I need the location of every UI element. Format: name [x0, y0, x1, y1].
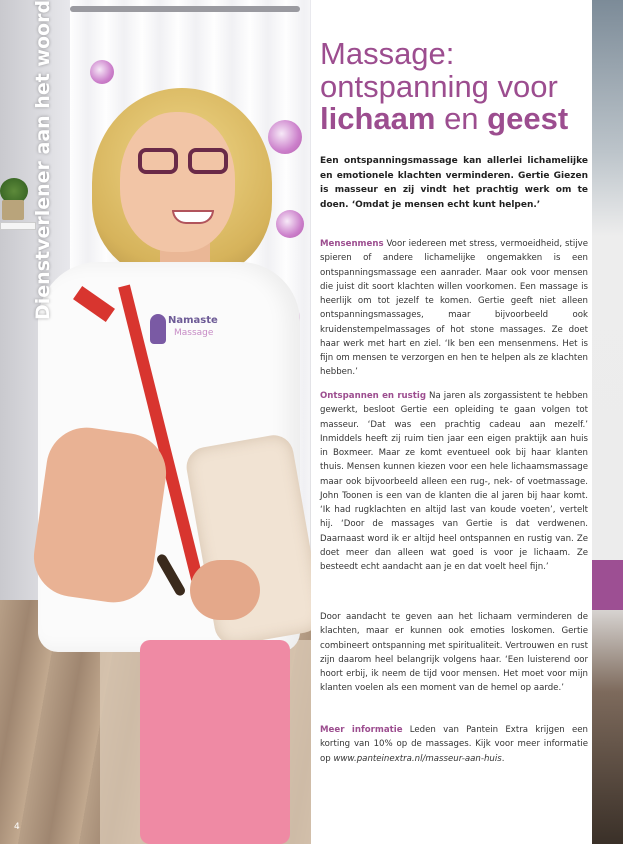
paragraph-aandacht — [320, 610, 588, 696]
paragraph-text: Leden van Pantein Extra krijgen een korting van 10% op de massages. Kijk voor meer informatie op — [320, 725, 588, 764]
article-lead: Een ontspanningsmassage kan allerlei lichamelijke en emotionele klachten verminderen. Gertie Giezen is masseur en zij vindt het prachtig werk om te doen. ‘Omdat je mensen echt kunt helpen.’ — [320, 156, 588, 210]
orchid-flower — [90, 60, 114, 84]
paragraph-heading: Ontspannen en rustig — [320, 391, 427, 401]
curtain-rod — [70, 6, 300, 12]
paragraph-ontspannen — [320, 389, 588, 574]
paragraph-heading: Meer informatie — [320, 725, 403, 735]
title-line-2: ontspanning voor — [320, 68, 558, 104]
title-line-1: Massage: — [320, 36, 455, 71]
massage-table — [592, 560, 623, 610]
shelf — [0, 222, 36, 230]
section-label: Dienstverlener aan het woord — [32, 0, 54, 320]
orchid-flower — [276, 210, 304, 238]
title-word-geest: geest — [487, 101, 569, 137]
logo-text: Namaste — [168, 315, 218, 326]
person-face — [120, 112, 235, 252]
paragraph-mensenmens — [320, 237, 588, 380]
title-word-lichaam: lichaam — [320, 101, 436, 137]
background-strip — [592, 0, 623, 844]
paragraph-heading: Mensenmens — [320, 239, 384, 249]
paragraph-text: Na jaren als zorgassistent te hebben gewerkt, besloot Gertie een opleiding te gaan volgen tot masseur. ‘Dat was een prachtig cadeau aan mezelf.’ Inmiddels heeft zij ruim tien jaar een eigen praktijk aan huis in Boxmeer. Maar ze komt eventueel ook bij haar klanten thuis. Mensen kunnen kiezen voor een hele lichaamsmassage maar ook bijvoorbeeld alleen een rug-, nek- of voetmassage. John Toonen is een van de klanten die al jaren bij haar komt. ‘Ik had rugklachten en altijd last van koude voeten’, vertelt hij. ‘Door de massages van Gertie is dat verdwenen. Daarnaast word ik er altijd heel ontspannen en rustig van. Ze doet meer dan alleen wat goed is voor je lichaam. Ze besteedt echt aandacht aan je en dat voelt heel fijn.’ — [320, 391, 589, 573]
paragraph-text: Voor iedereen met stress, vermoeidheid, stijve spieren of andere lichamelijke ongemakken is een ontspanningsmassage een aanrader. Maar ook voor mensen die juist dit soort klachten willen voorkomen. Een massage is heerlijk om tot jezelf te komen. Gertie geeft niet alleen ontspanningsmassages, maar bijvoorbeeld ook kruidenstempelmassages of hot stone massages. Ze doet haar werk met hart en ziel. ‘Ik ben een mensenmens. Het is fijn om mensen te verzorgen en hen te helpen als ze klachten hebben.’ — [320, 239, 588, 378]
paragraph-meer-informatie — [320, 723, 588, 766]
glasses — [138, 148, 234, 178]
person-hand — [190, 560, 260, 620]
namaste-logo — [150, 314, 220, 346]
plant — [0, 174, 28, 222]
info-link[interactable]: www.panteinextra.nl/masseur-aan-huis — [333, 753, 502, 764]
title-line-3 — [320, 103, 590, 136]
title-word-en: en — [435, 101, 488, 137]
logo-mark-icon — [150, 314, 166, 344]
page-number: 4 — [14, 822, 20, 832]
orchid-flower — [268, 120, 302, 154]
logo-subtext: Massage — [174, 328, 214, 338]
pink-pants — [140, 640, 290, 844]
paragraph-text: Door aandacht te geven aan het lichaam verminderen de klachten, maar er kunnen ook emoties loskomen. Gertie combineert ontspanning met spiritualiteit. Vertrouwen en rust zijn daarom heel belangrijk volgens haar. ‘Een luisterend oor hoort erbij, ik neem de tijd voor mensen. Het moet voor mijn klanten voelen als een moment van de hemel op aarde.’ — [320, 612, 588, 694]
article-title — [320, 38, 590, 136]
paragraph-punctuation: . — [501, 753, 505, 764]
